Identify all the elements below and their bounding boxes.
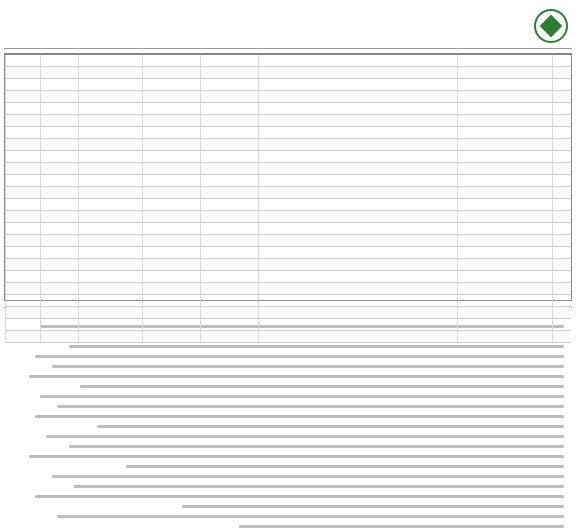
table-cell [5, 91, 40, 102]
table-cell [142, 235, 200, 246]
table-cell [40, 163, 78, 174]
text-line-placeholder [40, 395, 564, 398]
table-cell [40, 223, 78, 234]
table-row [5, 319, 571, 331]
table-cell [78, 223, 142, 234]
text-line-placeholder [35, 355, 564, 358]
table-cell [142, 91, 200, 102]
table-cell [457, 223, 553, 234]
table-cell [5, 67, 40, 78]
table-cell [78, 211, 142, 222]
table-cell [552, 259, 571, 270]
table-cell [552, 223, 571, 234]
table-cell [552, 79, 571, 90]
table-cell [5, 259, 40, 270]
table-cell [142, 307, 200, 318]
table-cell [200, 91, 258, 102]
table-cell [78, 151, 142, 162]
table-cell [552, 283, 571, 294]
table-cell [258, 235, 456, 246]
table-cell [78, 163, 142, 174]
table-cell [200, 127, 258, 138]
table-cell [258, 103, 456, 114]
table-cell [552, 331, 571, 342]
table-cell [457, 283, 553, 294]
table-cell [457, 163, 553, 174]
table-cell [200, 283, 258, 294]
table-cell [200, 67, 258, 78]
table-cell [552, 295, 571, 306]
table-cell [5, 271, 40, 282]
table-cell [5, 199, 40, 210]
table-cell [457, 139, 553, 150]
table-cell [40, 67, 78, 78]
table-cell [40, 91, 78, 102]
table-cell [457, 295, 553, 306]
table-cell [258, 187, 456, 198]
table-cell [258, 307, 456, 318]
text-line-placeholder [52, 365, 564, 368]
table-cell [142, 187, 200, 198]
table-cell [552, 235, 571, 246]
table-row [5, 55, 571, 67]
table-cell [457, 127, 553, 138]
table-cell [142, 175, 200, 186]
table-cell [142, 211, 200, 222]
table-row [5, 331, 571, 343]
table-cell [200, 223, 258, 234]
table-cell [200, 211, 258, 222]
items-table-body [5, 55, 571, 343]
table-cell [200, 235, 258, 246]
notice-title [4, 9, 528, 33]
table-cell [258, 127, 456, 138]
table-cell [40, 247, 78, 258]
table-row [5, 91, 571, 103]
table-cell [552, 91, 571, 102]
municipality-logo-icon [534, 9, 568, 43]
table-cell [78, 319, 142, 330]
table-cell [5, 151, 40, 162]
notice-header [4, 4, 572, 49]
table-cell [200, 151, 258, 162]
table-cell [457, 331, 553, 342]
table-cell [78, 103, 142, 114]
table-cell [552, 151, 571, 162]
text-line-placeholder [57, 405, 564, 408]
table-cell [258, 115, 456, 126]
table-cell [457, 307, 553, 318]
table-cell [40, 127, 78, 138]
table-row [5, 307, 571, 319]
table-cell [200, 247, 258, 258]
table-row [5, 79, 571, 91]
table-cell [457, 79, 553, 90]
table-cell [78, 91, 142, 102]
table-cell [78, 127, 142, 138]
table-cell [457, 235, 553, 246]
table-cell [258, 175, 456, 186]
table-cell [552, 175, 571, 186]
table-cell [40, 115, 78, 126]
table-cell [5, 187, 40, 198]
table-cell [40, 79, 78, 90]
table-cell [552, 271, 571, 282]
table-cell [5, 235, 40, 246]
table-cell [142, 67, 200, 78]
table-cell [457, 199, 553, 210]
table-cell [40, 235, 78, 246]
table-cell [200, 259, 258, 270]
table-cell [142, 259, 200, 270]
table-cell [457, 175, 553, 186]
text-line-placeholder [97, 425, 564, 428]
table-cell [78, 271, 142, 282]
table-cell [142, 319, 200, 330]
table-cell [5, 103, 40, 114]
table-cell [258, 55, 456, 66]
table-cell [78, 175, 142, 186]
table-cell [142, 331, 200, 342]
table-cell [457, 91, 553, 102]
table-cell [78, 247, 142, 258]
table-cell [40, 211, 78, 222]
table-row [5, 259, 571, 271]
text-line-placeholder [74, 485, 564, 488]
table-row [5, 67, 571, 79]
table-cell [552, 211, 571, 222]
table-cell [78, 295, 142, 306]
table-row [5, 295, 571, 307]
table-cell [5, 283, 40, 294]
table-cell [142, 295, 200, 306]
table-cell [200, 115, 258, 126]
text-line-placeholder [80, 385, 564, 388]
table-cell [552, 187, 571, 198]
table-cell [200, 163, 258, 174]
text-line-placeholder [29, 375, 564, 378]
table-cell [258, 295, 456, 306]
table-cell [5, 55, 40, 66]
table-cell [457, 271, 553, 282]
table-cell [552, 319, 571, 330]
table-cell [78, 139, 142, 150]
table-cell [200, 307, 258, 318]
table-cell [457, 151, 553, 162]
table-cell [200, 271, 258, 282]
table-cell [78, 235, 142, 246]
table-cell [258, 247, 456, 258]
table-cell [78, 67, 142, 78]
table-cell [142, 271, 200, 282]
table-cell [552, 115, 571, 126]
table-cell [142, 163, 200, 174]
table-cell [258, 67, 456, 78]
items-table [4, 53, 572, 301]
text-line-placeholder [126, 465, 564, 468]
table-cell [40, 319, 78, 330]
table-cell [5, 115, 40, 126]
table-cell [552, 103, 571, 114]
text-line-placeholder [182, 505, 564, 508]
text-line-placeholder [52, 475, 564, 478]
text-line-placeholder [29, 455, 564, 458]
table-cell [258, 139, 456, 150]
table-cell [258, 271, 456, 282]
table-row [5, 151, 571, 163]
table-cell [78, 115, 142, 126]
table-cell [78, 199, 142, 210]
table-cell [5, 319, 40, 330]
table-cell [78, 307, 142, 318]
table-cell [40, 187, 78, 198]
text-line-placeholder [35, 415, 564, 418]
table-cell [457, 211, 553, 222]
table-cell [78, 283, 142, 294]
table-cell [258, 283, 456, 294]
table-cell [5, 211, 40, 222]
text-line-placeholder [69, 345, 564, 348]
table-row [5, 163, 571, 175]
table-cell [258, 151, 456, 162]
table-cell [258, 163, 456, 174]
table-cell [40, 175, 78, 186]
text-line-placeholder [69, 445, 564, 448]
table-cell [78, 331, 142, 342]
notice-subtitle [4, 33, 528, 44]
table-cell [142, 151, 200, 162]
table-cell [40, 259, 78, 270]
table-cell [552, 55, 571, 66]
table-row [5, 139, 571, 151]
table-cell [5, 307, 40, 318]
table-row [5, 115, 571, 127]
table-cell [142, 139, 200, 150]
table-cell [552, 139, 571, 150]
table-cell [78, 187, 142, 198]
table-cell [40, 331, 78, 342]
table-row [5, 127, 571, 139]
table-cell [142, 247, 200, 258]
table-cell [142, 199, 200, 210]
table-cell [5, 139, 40, 150]
table-cell [457, 115, 553, 126]
table-row [5, 211, 571, 223]
table-cell [142, 103, 200, 114]
table-cell [40, 295, 78, 306]
table-cell [457, 259, 553, 270]
table-cell [78, 55, 142, 66]
table-row [5, 247, 571, 259]
table-cell [200, 199, 258, 210]
table-cell [5, 223, 40, 234]
table-cell [200, 55, 258, 66]
table-cell [457, 67, 553, 78]
table-cell [552, 163, 571, 174]
table-cell [552, 307, 571, 318]
table-cell [200, 295, 258, 306]
table-cell [5, 127, 40, 138]
table-row [5, 103, 571, 115]
table-row [5, 271, 571, 283]
table-cell [40, 307, 78, 318]
table-cell [457, 55, 553, 66]
table-cell [200, 139, 258, 150]
table-cell [200, 319, 258, 330]
table-row [5, 175, 571, 187]
table-cell [142, 55, 200, 66]
table-cell [78, 79, 142, 90]
table-cell [258, 199, 456, 210]
table-cell [200, 79, 258, 90]
table-cell [258, 223, 456, 234]
table-cell [258, 259, 456, 270]
table-cell [200, 103, 258, 114]
table-cell [258, 319, 456, 330]
table-cell [40, 103, 78, 114]
table-cell [142, 79, 200, 90]
tender-notice-page [4, 4, 572, 514]
table-cell [40, 271, 78, 282]
table-cell [552, 67, 571, 78]
table-cell [5, 331, 40, 342]
table-cell [552, 247, 571, 258]
table-cell [457, 247, 553, 258]
table-cell [40, 151, 78, 162]
table-cell [142, 127, 200, 138]
table-cell [78, 259, 142, 270]
table-cell [5, 247, 40, 258]
table-cell [457, 103, 553, 114]
table-cell [40, 283, 78, 294]
table-row [5, 199, 571, 211]
table-row [5, 283, 571, 295]
table-cell [552, 127, 571, 138]
table-cell [258, 79, 456, 90]
table-cell [5, 175, 40, 186]
table-cell [200, 331, 258, 342]
table-row [5, 187, 571, 199]
table-cell [200, 175, 258, 186]
table-cell [40, 55, 78, 66]
table-row [5, 223, 571, 235]
table-cell [258, 211, 456, 222]
table-cell [142, 283, 200, 294]
table-cell [457, 319, 553, 330]
table-cell [552, 199, 571, 210]
table-cell [40, 139, 78, 150]
table-cell [5, 163, 40, 174]
table-row [5, 235, 571, 247]
table-cell [142, 223, 200, 234]
table-cell [5, 79, 40, 90]
table-cell [5, 295, 40, 306]
table-cell [258, 91, 456, 102]
table-cell [142, 115, 200, 126]
table-cell [457, 187, 553, 198]
text-line-placeholder [46, 435, 564, 438]
table-cell [40, 199, 78, 210]
table-cell [200, 187, 258, 198]
text-line-placeholder [35, 495, 564, 498]
table-cell [258, 331, 456, 342]
